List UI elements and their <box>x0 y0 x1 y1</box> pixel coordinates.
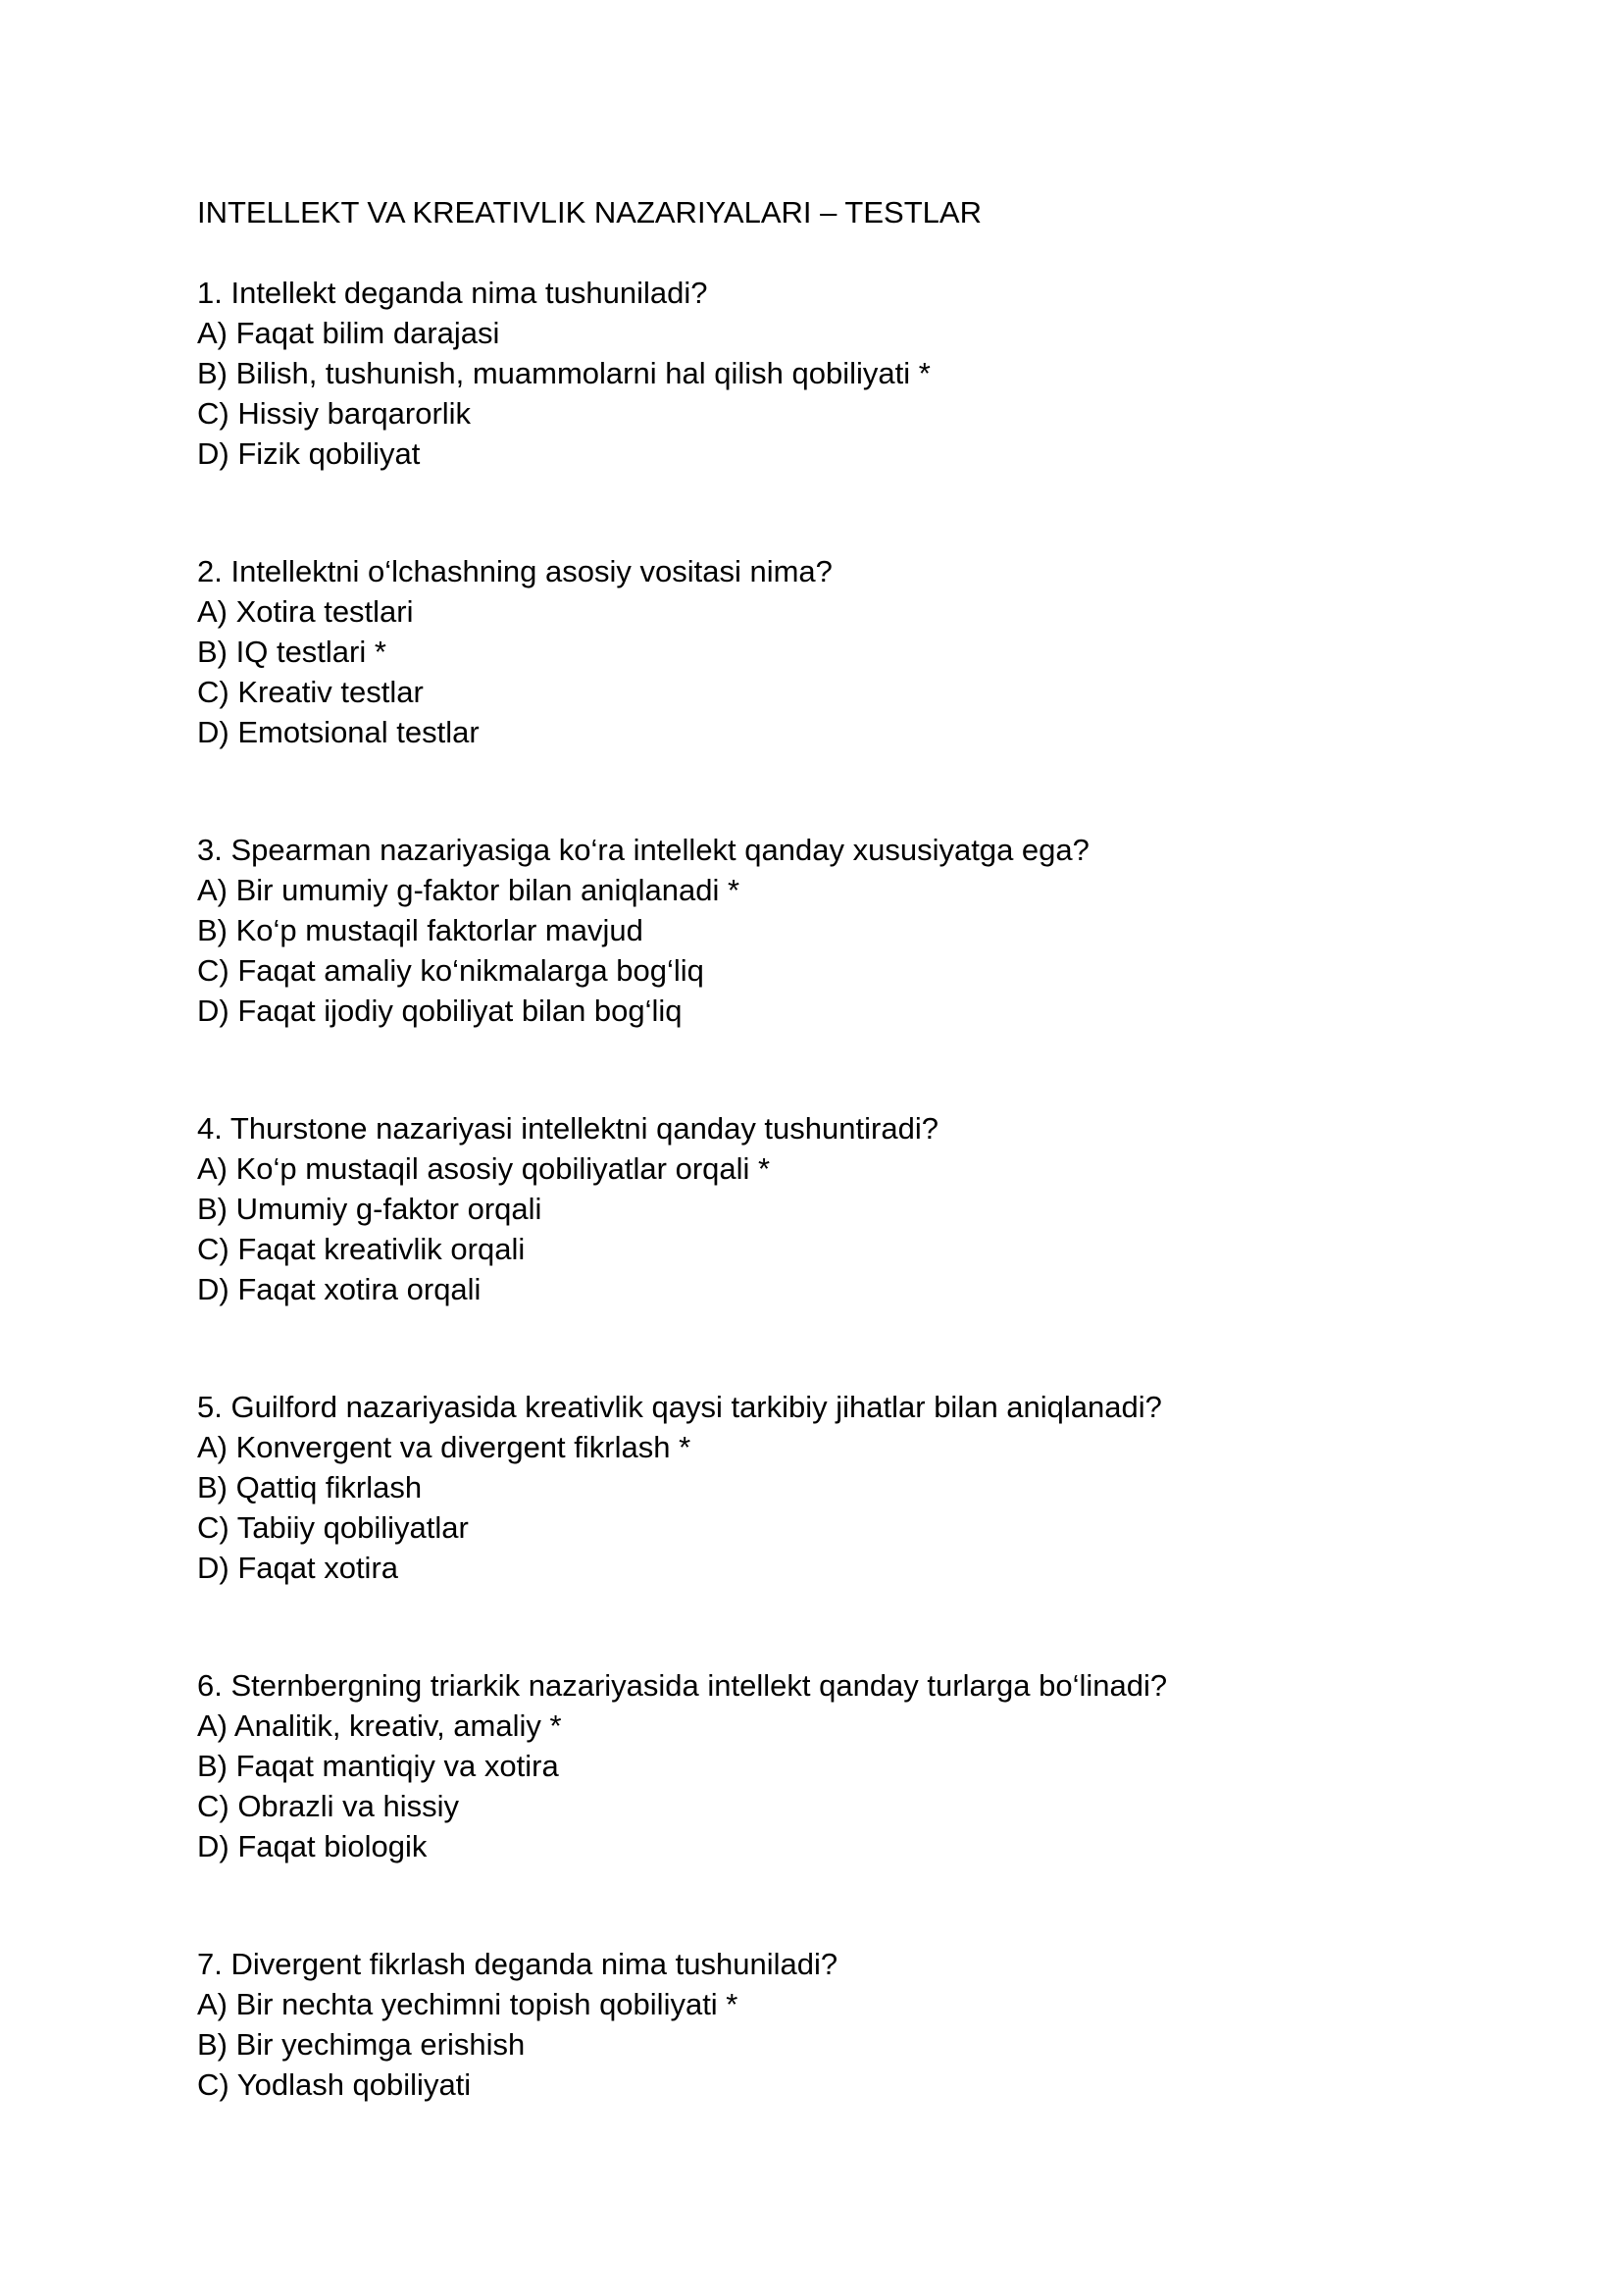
answer-option: A) Bir umumiy g-faktor bilan aniqlanadi * <box>197 873 740 907</box>
question-text: 6. Sternbergning triarkik nazariyasida intellekt qanday turlarga bo‘linadi? <box>197 1668 1168 1703</box>
answer-option: A) Xotira testlari <box>197 594 414 629</box>
question-1 <box>197 273 1472 474</box>
question-text: 4. Thurstone nazariyasi intellektni qanday tushuntiradi? <box>197 1111 939 1146</box>
answer-option: D) Faqat xotira <box>197 1551 399 1585</box>
question-7 <box>197 1944 1472 2105</box>
answer-option: B) Bir yechimga erishish <box>197 2027 526 2062</box>
answer-option: D) Faqat biologik <box>197 1829 428 1863</box>
question-5 <box>197 1387 1472 1588</box>
answer-option: B) Bilish, tushunish, muammolarni hal qilish qobiliyati * <box>197 356 931 390</box>
answer-option: D) Faqat ijodiy qobiliyat bilan bog‘liq <box>197 994 683 1028</box>
answer-option: B) IQ testlari * <box>197 635 386 669</box>
question-text: 2. Intellektni o‘lchashning asosiy vositasi nima? <box>197 554 833 588</box>
answer-option: C) Faqat kreativlik orqali <box>197 1232 526 1266</box>
document-title: INTELLEKT VA KREATIVLIK NAZARIYALARI – TESTLAR <box>197 195 982 229</box>
answer-option: C) Tabiiy qobiliyatlar <box>197 1510 469 1545</box>
answer-option: A) Konvergent va divergent fikrlash * <box>197 1430 691 1464</box>
answer-option: B) Qattiq fikrlash <box>197 1470 423 1504</box>
document-page <box>197 192 1472 2182</box>
answer-option: C) Faqat amaliy ko‘nikmalarga bog‘liq <box>197 953 704 988</box>
answer-option: C) Obrazli va hissiy <box>197 1789 459 1823</box>
question-6 <box>197 1665 1472 1866</box>
question-2 <box>197 551 1472 752</box>
answer-option: A) Ko‘p mustaqil asosiy qobiliyatlar orqali * <box>197 1151 771 1186</box>
question-text: 1. Intellekt deganda nima tushuniladi? <box>197 276 708 310</box>
answer-option: B) Faqat mantiqiy va xotira <box>197 1749 559 1783</box>
answer-option: A) Analitik, kreativ, amaliy * <box>197 1708 562 1743</box>
question-4 <box>197 1108 1472 1309</box>
answer-option: D) Emotsional testlar <box>197 715 480 749</box>
answer-option: D) Fizik qobiliyat <box>197 436 421 471</box>
question-text: 5. Guilford nazariyasida kreativlik qaysi tarkibiy jihatlar bilan aniqlanadi? <box>197 1390 1162 1424</box>
question-text: 7. Divergent fikrlash deganda nima tushuniladi? <box>197 1947 838 1981</box>
answer-option: C) Kreativ testlar <box>197 675 424 709</box>
question-text: 3. Spearman nazariyasiga ko‘ra intellekt qanday xususiyatga ega? <box>197 833 1090 867</box>
answer-option: B) Umumiy g-faktor orqali <box>197 1192 542 1226</box>
answer-option: C) Hissiy barqarorlik <box>197 396 472 431</box>
answer-option: D) Faqat xotira orqali <box>197 1272 482 1306</box>
answer-option: A) Faqat bilim darajasi <box>197 316 500 350</box>
question-3 <box>197 830 1472 1031</box>
answer-option: C) Yodlash qobiliyati <box>197 2067 472 2102</box>
answer-option: A) Bir nechta yechimni topish qobiliyati * <box>197 1987 738 2021</box>
answer-option: B) Ko‘p mustaqil faktorlar mavjud <box>197 913 643 947</box>
